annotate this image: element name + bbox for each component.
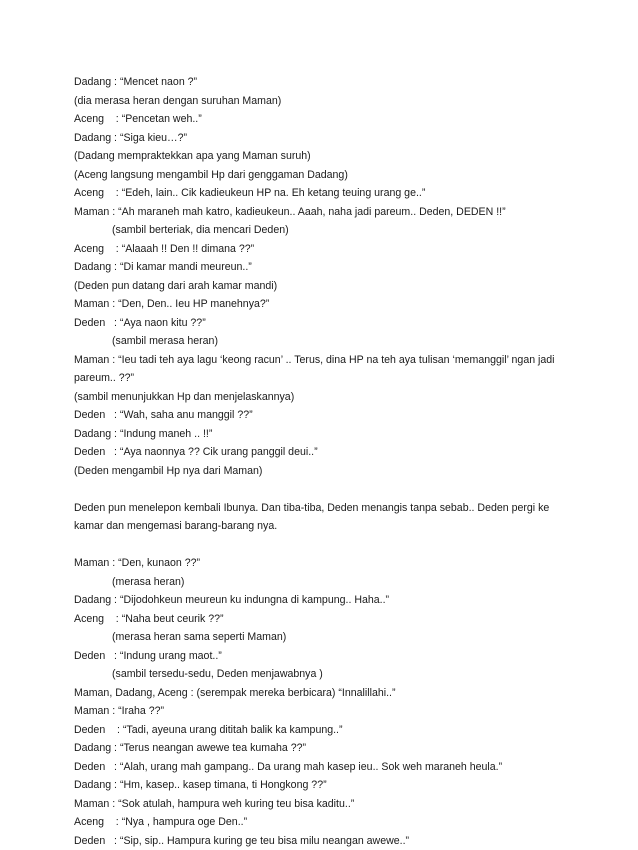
stage-direction: (Deden mengambil Hp nya dari Maman) (74, 462, 574, 481)
dialogue-line: Deden : “Aya naonnya ?? Cik urang panggil deui..” (74, 443, 574, 462)
dialogue-line: Maman, Dadang, Aceng : (serempak mereka berbicara) “Innalillahi..” (74, 684, 574, 703)
dialogue-line: Deden : “Wah, saha anu manggil ??” (74, 406, 574, 425)
dialogue-line: Aceng : “Pencetan weh..” (74, 110, 574, 129)
dialogue-line: Aceng : “Naha beut ceurik ??” (74, 610, 574, 629)
stage-direction: (Aceng langsung mengambil Hp dari genggaman Dadang) (74, 166, 574, 185)
stage-direction: (sambil menunjukkan Hp dan menjelaskannya) (74, 388, 574, 407)
stage-direction: (sambil berteriak, dia mencari Deden) (74, 221, 574, 240)
dialogue-line: Deden : “Sip, sip.. Hampura kuring ge teu bisa milu neangan awewe..” (74, 832, 574, 850)
dialogue-line: Maman : “Sok atulah, hampura weh kuring teu bisa kaditu..” (74, 795, 574, 814)
stage-direction: (sambil merasa heran) (74, 332, 574, 351)
dialogue-line: Maman : “Ieu tadi teh aya lagu ‘keong racun’ .. Terus, dina HP na teh aya tulisan ‘memanggil’ ngan jadi (74, 351, 574, 370)
dialogue-line: Deden : “Alah, urang mah gampang.. Da urang mah kasep ieu.. Sok weh maraneh heula.” (74, 758, 574, 777)
dialogue-line-continuation: pareum.. ??” (74, 369, 574, 388)
stage-direction: (dia merasa heran dengan suruhan Maman) (74, 92, 574, 111)
stage-direction: (merasa heran) (74, 573, 574, 592)
stage-direction: (sambil tersedu-sedu, Deden menjawabnya ) (74, 665, 574, 684)
narrative-paragraph-line: kamar dan mengemasi barang-barang nya. (74, 517, 574, 536)
dialogue-line: Dadang : “Indung maneh .. !!” (74, 425, 574, 444)
dialogue-line: Dadang : “Hm, kasep.. kasep timana, ti Hongkong ??” (74, 776, 574, 795)
dialogue-line: Dadang : “Dijodohkeun meureun ku indungna di kampung.. Haha..” (74, 591, 574, 610)
dialogue-line: Dadang : “Siga kieu…?” (74, 129, 574, 148)
paragraph-gap (74, 480, 574, 499)
dialogue-line: Aceng : “Alaaah !! Den !! dimana ??” (74, 240, 574, 259)
stage-direction: (Deden pun datang dari arah kamar mandi) (74, 277, 574, 296)
dialogue-line: Maman : “Iraha ??” (74, 702, 574, 721)
dialogue-line: Maman : “Den, Den.. Ieu HP manehnya?” (74, 295, 574, 314)
dialogue-line: Deden : “Tadi, ayeuna urang dititah balik ka kampung..” (74, 721, 574, 740)
dialogue-line: Maman : “Ah maraneh mah katro, kadieukeun.. Aaah, naha jadi pareum.. Deden, DEDEN !!” (74, 203, 574, 222)
dialogue-line: Maman : “Den, kunaon ??” (74, 554, 574, 573)
document-body (74, 73, 574, 850)
dialogue-line: Deden : “Indung urang maot..” (74, 647, 574, 666)
narrative-paragraph-line: Deden pun menelepon kembali Ibunya. Dan tiba-tiba, Deden menangis tanpa sebab.. Deden pergi ke (74, 499, 574, 518)
dialogue-line: Aceng : “Edeh, lain.. Cik kadieukeun HP na. Eh ketang teuing urang ge..” (74, 184, 574, 203)
dialogue-line: Dadang : “Terus neangan awewe tea kumaha ??” (74, 739, 574, 758)
dialogue-line: Dadang : “Mencet naon ?” (74, 73, 574, 92)
stage-direction: (merasa heran sama seperti Maman) (74, 628, 574, 647)
dialogue-line: Dadang : “Di kamar mandi meureun..” (74, 258, 574, 277)
paragraph-gap (74, 536, 574, 555)
stage-direction: (Dadang mempraktekkan apa yang Maman suruh) (74, 147, 574, 166)
dialogue-line: Deden : “Aya naon kitu ??” (74, 314, 574, 333)
dialogue-line: Aceng : “Nya , hampura oge Den..” (74, 813, 574, 832)
